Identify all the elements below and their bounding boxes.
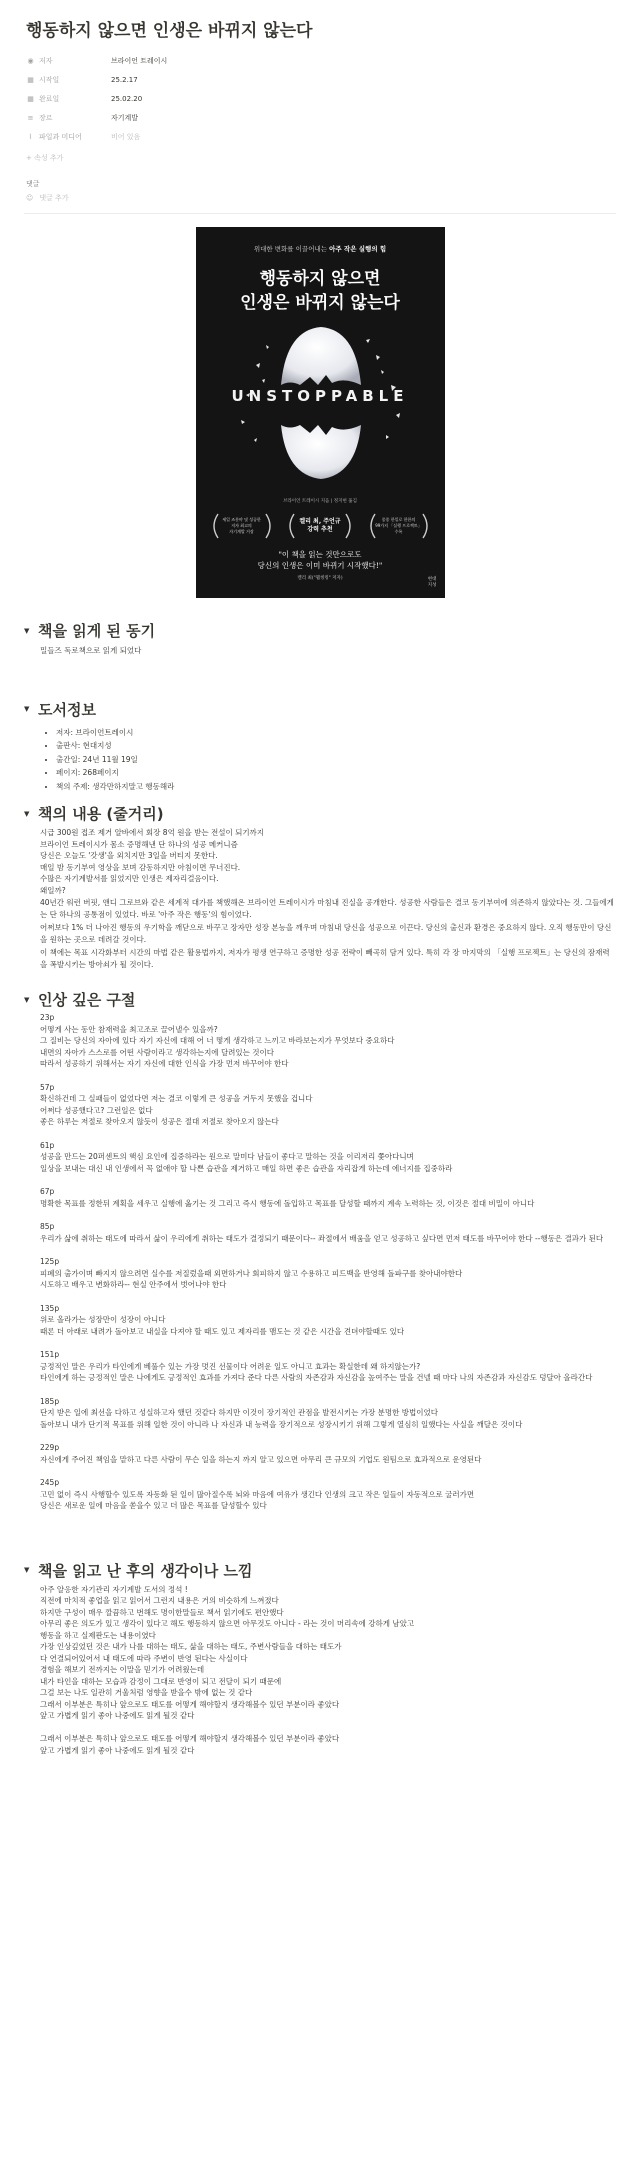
section-heading-motive[interactable]: ▼ 책을 읽게 된 동기 — [24, 622, 156, 640]
quote-line: 위로 올라가는 성장만이 성장이 아니다 — [40, 1315, 166, 1324]
quote-line: 확신하건데 그 실패들이 없었다면 저는 결코 이렇게 큰 성공을 거두지 못했을 겁니다 — [40, 1094, 313, 1103]
section-heading-content[interactable]: ▼ 책의 내용 (줄거리) — [24, 805, 164, 823]
book-info-list — [24, 726, 616, 794]
quote-line: 고민 없이 즉시 사행할수 있도록 자동화 된 일이 많아질수록 뇌와 마음에 여유가 생긴다 인생의 크고 작은 일들이 자동적으로 굴러가면 — [40, 1489, 475, 1499]
cover-quote-author: 켈리 최("웰씽킹" 저자) — [297, 576, 343, 581]
quote-line: 따라서 성공하기 위해서는 자기 자신에 대한 인식을 가장 먼저 바꾸어야 한다 — [40, 1059, 289, 1068]
quote-line: 일상을 보내는 대신 내 인생에서 꼭 없애야 할 나쁜 습관을 제거하고 매일 하면 좋은 습관을 자리잡게 하는데 에너지를 집중하라 — [40, 1163, 453, 1173]
quote-page-number: 229p — [40, 1443, 60, 1452]
quote-line: 어떻게 사는 동안 참재력을 최고조로 끌어낼수 있을까? — [40, 1024, 218, 1034]
content-line: 매일 밤 동기부여 영상을 보며 감동하지만 아침이면 무너진다. — [40, 862, 241, 872]
toggle-arrow-icon[interactable]: ▼ — [24, 1566, 30, 1574]
quote-line: 어쩌다 성공했다고? 그런일은 없다 — [40, 1105, 153, 1115]
list-item: • 책의 주제: 생각만하지말고 행동해라 — [56, 780, 616, 794]
book-cover-image[interactable] — [196, 227, 445, 598]
content-line: 당신은 오늘도 '갓생'을 외치지만 3일을 버티지 못한다. — [40, 851, 218, 860]
quote-block — [24, 1186, 616, 1209]
comment-input[interactable] — [24, 193, 616, 214]
cover-wrapper — [24, 227, 616, 598]
thought-line: 그걸 보는 나도 일관히 거울처럼 영향을 받을수 밖에 없는 것 같다 — [40, 1688, 253, 1697]
toggle-arrow-icon[interactable]: ▼ — [24, 705, 30, 713]
property-row[interactable] — [24, 89, 616, 108]
content-line: 어쩌보다 1% 더 나아진 행동의 우기학을 깨닫으로 바꾸고 장자만 성장 본능을 깨우며 마침내 당신을 성공으로 이끈다. 당신의 출신과 환경은 중요하지 않다. 오직 행동만이 당신을 원하는 곳으로 데려갈 것이다. — [40, 923, 612, 944]
toggle-arrow-icon[interactable]: ▼ — [24, 995, 30, 1004]
cracked-egg-illustration — [226, 325, 416, 485]
cover-author: 브라이언 트레이시 지음 | 정지현 옮김 — [283, 499, 357, 504]
laurel-icon — [208, 510, 276, 542]
thought-line: 앞고 가볍게 읽기 좋아 나중에도 읽게 될것 같다 — [40, 1745, 195, 1755]
property-row[interactable] — [24, 127, 616, 146]
quote-page-number: 151p — [40, 1350, 60, 1359]
quote-block — [24, 1396, 616, 1431]
laurel-icon — [365, 510, 433, 542]
publisher-logo: 현대 지성 — [427, 577, 437, 588]
quote-line: 그 질비는 당신의 자아에 있다 자기 자신에 대해 어 너 떻게 생각하고 느끼고 바라보는지가 무엇보다 중요하다 — [40, 1036, 395, 1045]
quote-page-number: 245p — [40, 1478, 60, 1487]
quote-page-number: 125p — [40, 1257, 60, 1266]
quote-block — [24, 1221, 616, 1244]
thought-line: 아무리 좋은 의도가 있고 생각이 있다고 해도 행동하지 않으면 아무것도 아니다 - 라는 것이 머리속에 강하게 남았고 — [40, 1619, 415, 1628]
thought-line: 그래서 이부분은 특히나 앞으로도 태도를 어떻게 해야할지 생각해볼수 있던 부분이라 좋았다 — [40, 1699, 340, 1709]
quote-block — [24, 1256, 616, 1291]
cover-subtitle: 위대한 변화를 이끌어내는 아주 작은 실행의 힘 — [253, 245, 387, 253]
section-heading-info[interactable]: ▼ 도서정보 — [24, 700, 96, 719]
thought-line: 행동을 하고 실제판도는 내용이였다 — [40, 1630, 156, 1640]
property-key: ≡ 장르 — [27, 113, 53, 122]
property-key: ⌇ 파일과 미디어 — [24, 132, 111, 142]
thought-line: 그래서 이부분은 특히나 앞으로도 태도를 어떻게 해야할지 생각해볼수 있던 부분이라 좋았다 — [40, 1734, 340, 1743]
quote-page-number: 67p — [40, 1187, 55, 1196]
quote-block — [24, 1349, 616, 1384]
quote-line: 좋은 하루는 저절로 찾아오지 않듯이 성공은 절대 저절로 찾아오지 않는다 — [40, 1117, 279, 1126]
toggle-arrow-icon[interactable]: ▼ — [24, 809, 30, 818]
award-middle: 켈리 최, 주언규 강력 추천 — [286, 510, 354, 542]
quote-block — [24, 1012, 616, 1070]
quote-line: 단지 받은 일에 최선을 다하고 성실하고자 했던 것같다 하지만 이것이 장기적인 관점을 발전시키는 가장 분명한 방법이었다 — [40, 1408, 439, 1417]
quote-block — [24, 1442, 616, 1465]
property-row[interactable] — [24, 70, 616, 89]
tag-icon: ≡ — [27, 113, 34, 122]
property-value[interactable]: 25.2.17 — [111, 75, 138, 84]
thought-line: 가장 인상깊었던 것은 내가 나를 대하는 태도, 삶을 대하는 태도, 주변사람들을 대하는 태도가 — [40, 1642, 342, 1651]
quote-line: 내면의 자아가 스스로를 어떤 사람이라고 생각하는지에 달려있는 것이다 — [40, 1047, 275, 1057]
quote-line: 자신에게 주어진 책임을 맡하고 다른 사람이 무슨 일을 하는지 까지 알고 있으면 아무리 큰 규모의 기업도 원팀으로 효과적으로 운영된다 — [40, 1454, 482, 1464]
quote-line: 돌아보니 내가 단기적 목표를 위해 일한 것이 아니라 나 자신과 내 능력을 장기적으로 성장시키기 위해 그렇게 열심히 일했다는 사실을 깨달은 것이다 — [40, 1419, 523, 1429]
quote-page-number: 61p — [40, 1140, 55, 1150]
quote-line: 시도하고 배우고 변화하라-- 현실 안주에서 벗어나야 한다 — [40, 1280, 227, 1289]
quote-block — [24, 1303, 616, 1338]
quote-line: 피폐의 출가이며 빠지지 않으려면 실수를 저질렀을때 외면하거나 회피하지 않고 수용하고 피드백을 반영해 돌파구를 찾아내야한다 — [40, 1268, 463, 1278]
property-key: ▦ 완료일 — [27, 94, 60, 103]
calendar-icon: ▦ — [27, 94, 34, 103]
content-body — [24, 827, 616, 971]
thought-line: 하지만 구성이 매우 깔끔하고 번해도 명이한말들로 책서 읽기에도 편안했다 — [40, 1607, 284, 1617]
content-line: 시급 300원 접조 제거 알바에서 회장 8억 원을 받는 전설이 되기까지 — [40, 828, 265, 837]
person-icon: ◉ — [27, 56, 34, 65]
quote-page-number: 85p — [40, 1222, 55, 1231]
thought-line: 직전에 마치적 좋업을 읽고 읽어서 그런지 내용은 거의 비슷하게 느껴졌다 — [40, 1596, 279, 1605]
quote-block — [24, 1477, 616, 1512]
quote-line: 명확한 목표를 정한뒤 계획을 세우고 실행에 옮기는 것 그리고 즉시 행동에 돌입하고 목표를 달성할 때까지 계속 노력하는 것, 이것은 절대 비밀이 아니다 — [40, 1198, 535, 1208]
calendar-icon: ▦ — [27, 75, 34, 84]
content-line: 브라이언 트레이시가 몸소 증명해낸 단 하나의 성공 메커니즘 — [40, 839, 238, 849]
list-item: • 출간일: 24년 11월 19일 — [56, 753, 616, 767]
add-property-button[interactable] — [24, 149, 616, 167]
list-item: • 페이지: 268페이지 — [56, 766, 616, 780]
list-item: • 저자: 브라이언트레이시 — [56, 726, 616, 740]
cover-awards — [208, 510, 433, 542]
property-value[interactable]: 자기계발 — [111, 113, 139, 122]
toggle-arrow-icon[interactable]: ▼ — [24, 626, 30, 635]
quote-page-number: 57p — [40, 1082, 55, 1092]
laurel-icon — [286, 510, 354, 542]
comment-avatar-icon: ☺ — [26, 194, 34, 202]
award-right: 종종 한일로 한한의 99가지 「실행 프로젝트」 수록 — [365, 510, 433, 542]
cover-big-word: UNSTOPPABLE — [231, 387, 409, 405]
thought-line: 아주 알응한 자기관리 자기계발 도서의 정석 ! — [40, 1584, 188, 1594]
property-list — [24, 51, 616, 146]
thought-line: 경험을 해보기 전까지는 이말을 믿기가 어려웠는데 — [40, 1665, 205, 1674]
content-line: 왜일까? — [40, 885, 66, 895]
section-heading-thoughts[interactable]: ▼ 책을 읽고 난 후의 생각이나 느낌 — [24, 1561, 253, 1580]
add-property-label: + 속성 추가 — [26, 154, 64, 162]
thought-line: 다 연결되어있어서 내 태도에 따라 주변이 반영 된다는 사실이다 — [40, 1653, 248, 1663]
property-row[interactable] — [24, 108, 616, 127]
quote-line: 당신은 새로운 일에 마음을 쏟을수 있고 더 많은 목표를 달성할수 있다 — [40, 1501, 267, 1510]
content-line: 이 책에는 목표 시각화부터 시간의 마법 같은 활용법까지, 저자가 평생 연구하고 증명한 성공 전략이 빼곡히 담겨 있다. 특히 각 장 마지막의 「실행 프로젝트」는 당신의 잠재력을 폭발시키는 방아쇠가 될 것이다. — [40, 948, 610, 969]
quote-page-number: 23p — [40, 1013, 55, 1022]
thought-line: 내가 타인을 대하는 모습과 감정이 그대로 반영이 되고 전달이 되기 때문에 — [40, 1676, 282, 1686]
property-key: ◉ 저자 — [27, 56, 53, 65]
list-item: • 출판사: 현대지성 — [56, 739, 616, 753]
page-title[interactable]: 행동하지 않으면 인생은 바뀌지 않는다 — [26, 21, 313, 41]
content-line: 40년간 워런 버핏, 앤디 그로브와 같은 세계적 대가를 책했해온 브라이언 트레이시가 마침내 진실을 공개한다. 성공한 사람들은 결코 동기부여에 의존하지 않았다는 것. 그들에게는 단 하나의 공통점이 있었다. 바로 '아주 작은 행동'의 힘이었다. — [40, 898, 614, 919]
content-line: 수많은 자기계발서를 읽었지만 인생은 제자리걸음이다. — [40, 874, 219, 883]
property-value[interactable]: 브라이언 트레이시 — [111, 56, 168, 65]
comment-placeholder: 댓글 추가 — [39, 194, 69, 202]
thoughts-body — [24, 1584, 616, 1757]
award-left: 세일 즈분야 및 성공한 저자 최고의 자기계발 거장 — [208, 510, 276, 542]
quote-page-number: 185p — [40, 1396, 60, 1406]
property-value[interactable]: 25.02.20 — [111, 94, 143, 103]
property-row[interactable] — [24, 51, 616, 70]
cover-title: 행동하지 않으면 인생은 바뀌지 않는다 — [240, 269, 400, 313]
paperclip-icon: ⌇ — [28, 132, 33, 141]
motive-text: 밀들즈 독로책으로 읽게 되었다 — [40, 646, 142, 655]
quote-line: 타인에게 하는 긍정적인 말은 나에게도 긍정적인 효과를 가져다 준다 다른 사람의 자존감과 자신감을 높여주는 말을 건넬 때 마다 나의 자존감과 자신감도 덩달아 올라간다 — [40, 1373, 593, 1382]
thought-line — [24, 1722, 616, 1734]
property-value[interactable]: 비어 있음 — [111, 132, 141, 141]
quote-page-number: 135p — [40, 1303, 60, 1313]
quote-line: 긍정적인 말은 우리가 타인에게 베풀수 있는 가장 멋진 선물이다 어려운 일도 아니고 효과는 확실한데 왜 하지않는가? — [40, 1361, 421, 1371]
quote-line: 우리가 삶에 취하는 태도에 따라서 삶이 우리에게 취하는 태도가 결정되기 때문이다-- 좌절에서 배움을 얻고 성공하고 싶다면 먼저 태도를 바꾸어야 한다 --행동은 결과가 된다 — [40, 1233, 604, 1243]
quote-line: 성공을 만드는 20퍼센트의 핵심 요인에 집중하라는 원으로 말미다 남들이 좋다고 말하는 것을 이리저리 쫓아다니며 — [40, 1152, 414, 1161]
comments-label: 댓글 — [26, 180, 40, 188]
property-key: ▦ 시작일 — [27, 75, 60, 84]
quote-line: 때론 더 아래로 내려가 돌아보고 내실을 다져야 할 때도 있고 제자리를 맴도는 것 같은 시간을 견뎌야할때도 있다 — [40, 1326, 405, 1336]
section-heading-quotes[interactable]: ▼ 인상 깊은 구절 — [24, 991, 136, 1009]
thought-line: 앞고 가볍게 읽기 좋아 나중에도 읽게 될것 같다 — [40, 1711, 195, 1720]
quote-block — [24, 1140, 616, 1175]
cover-quote: "이 책을 읽는 것만으로도 당신의 인생은 이미 바뀌기 시작했다!" — [257, 550, 383, 570]
quote-block — [24, 1082, 616, 1128]
quotes-body — [24, 1012, 616, 1512]
